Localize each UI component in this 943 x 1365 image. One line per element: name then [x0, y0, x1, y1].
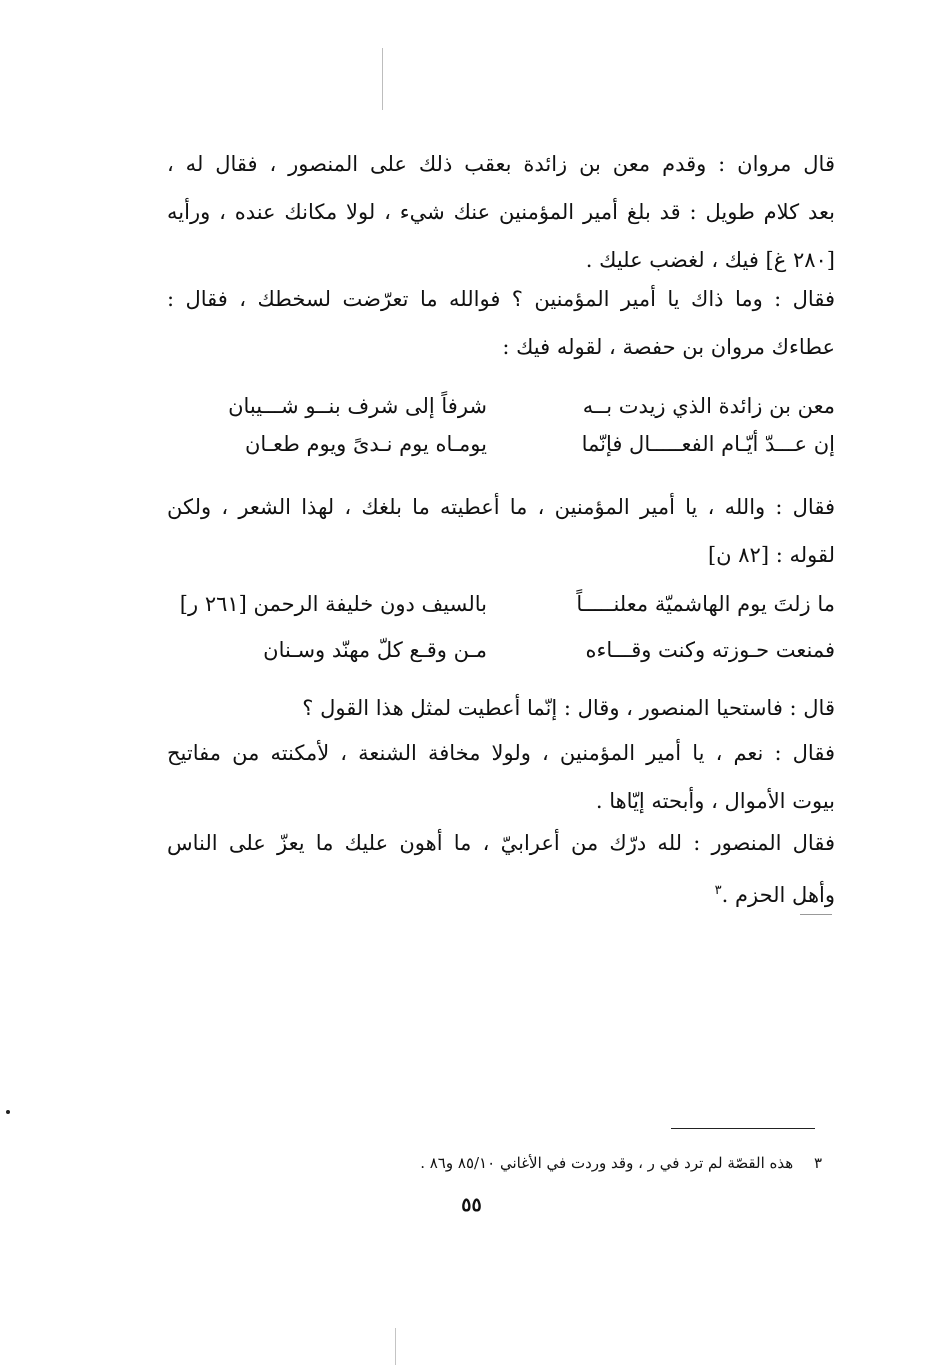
footnote [420, 1152, 822, 1174]
verse-second-hemistich: مـن وقـع كلّ مهنّد وسـنان [263, 638, 487, 662]
verse-first-hemistich: معن بن زائدة الذي زيدت بــه [582, 394, 835, 418]
verse-line [165, 388, 835, 425]
paragraph-4-line-1: قال : فاستحيا المنصور ، وقال : إنّما أعطيت لمثل هذا القول ؟ [302, 696, 835, 720]
page-number: ٥٥ [461, 1194, 482, 1216]
paragraph-6-line-2-text: وأهل الحزم . [721, 883, 835, 907]
paragraph-5 [167, 729, 835, 825]
verse-second-hemistich: شرفاً إلى شرف بنــو شـــيبان [228, 394, 487, 418]
verse-line [165, 632, 835, 669]
verse-first-hemistich: فمنعت حـوزته وكنت وقـــاءه [585, 638, 835, 662]
verse-line [165, 586, 835, 623]
paragraph-1-line-3: [٢٨٠ غ] فيك ، لغضب عليك . [585, 248, 835, 272]
paragraph-3 [167, 483, 835, 579]
verse-line [165, 426, 835, 463]
footnote-divider [671, 1128, 815, 1129]
paragraph-6-line-2 [167, 867, 835, 919]
paragraph-6 [167, 819, 835, 919]
paragraph-3-line-1: فقال : والله ، يا أمير المؤمنين ، ما أعطيته ما بلغك ، لهذا الشعر ، ولكن [167, 495, 835, 519]
verse-second-hemistich: بالسيف دون خليفة الرحمن [٢٦١ ر] [179, 592, 487, 616]
footnote-number: ٣ [813, 1154, 822, 1172]
paragraph-2 [167, 275, 835, 371]
paragraph-2-line-1: فقال : وما ذاك يا أمير المؤمنين ؟ فوالله ما تعرّضت لسخطك ، فقال : [167, 287, 835, 311]
paragraph-1 [167, 140, 835, 284]
scan-speck [6, 1110, 10, 1114]
paragraph-1-line-2: بعد كلام طويل : قد بلغ أمير المؤمنين عنك شيء ، لولا مكانك عنده ، ورأيه [167, 200, 835, 224]
paragraph-6-line-1: فقال المنصور : لله درّك من أعرابيّ ، ما أهون عليك ما يعزّ على الناس [167, 831, 835, 855]
footnote-marker: ٣ [714, 883, 722, 898]
verse-first-hemistich: ما زلتَ يوم الهاشميّة معلنـــــاً [576, 592, 835, 616]
paragraph-5-line-2: بيوت الأموال ، وأبحته إيّاها . [595, 789, 835, 813]
paragraph-4 [167, 684, 835, 732]
gutter-mark-top [382, 48, 383, 110]
verse-first-hemistich: إن عـــدّ أيّـام الفعـــــال فإنّما [581, 432, 835, 456]
footnote-text: هذه القصّة لم ترد في ر ، وقد وردت في الأغاني ٨٥/١٠ و٨٦ . [420, 1154, 794, 1172]
paragraph-5-line-1: فقال : نعم ، يا أمير المؤمنين ، ولولا مخافة الشنعة ، لأمكنته من مفاتيح [167, 741, 835, 765]
verse-second-hemistich: يومـاه يوم نـدىً ويوم طعـان [244, 432, 487, 456]
paragraph-1-line-1: قال مروان : وقدم معن بن زائدة بعقب ذلك على المنصور ، فقال له ، [167, 152, 835, 176]
end-mark [800, 914, 832, 915]
gutter-mark-bottom [395, 1328, 396, 1365]
paragraph-3-line-2: لقوله : [٨٢ ن] [707, 543, 835, 567]
paragraph-2-line-2: عطاءك مروان بن حفصة ، لقوله فيك : [502, 335, 835, 359]
